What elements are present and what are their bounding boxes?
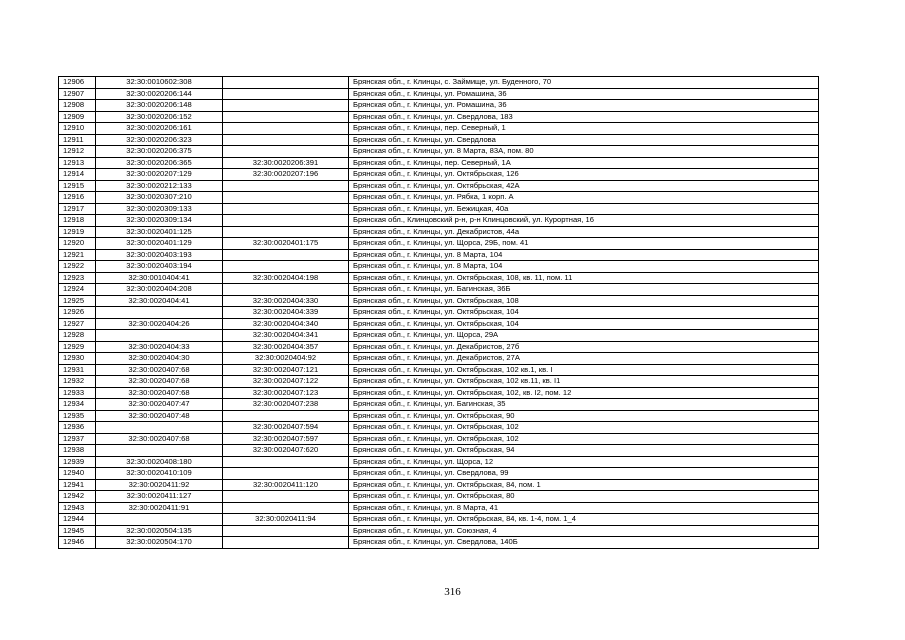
- address-cell: Брянская обл., г. Клинцы, ул. Октябрьская, 126: [349, 169, 819, 181]
- row-number-cell: 12941: [59, 479, 96, 491]
- table-row: [59, 445, 819, 457]
- address-cell: Брянская обл., г. Клинцы, ул. Ромашина, 36: [349, 100, 819, 112]
- row-number-cell: 12932: [59, 376, 96, 388]
- related-cadastral-number-cell: [223, 249, 349, 261]
- related-cadastral-number-cell: [223, 123, 349, 135]
- address-cell: Брянская обл., Клинцовский р-н, р-н Клинцовский, ул. Курортная, 16: [349, 215, 819, 227]
- related-cadastral-number-cell: [223, 410, 349, 422]
- related-cadastral-number-cell: 32:30:0020404:339: [223, 307, 349, 319]
- related-cadastral-number-cell: 32:30:0020404:92: [223, 353, 349, 365]
- address-cell: Брянская обл., г. Клинцы, ул. Декабристов, 44а: [349, 226, 819, 238]
- address-cell: Брянская обл., г. Клинцы, ул. Свердлова: [349, 134, 819, 146]
- cadastral-number-cell: [96, 514, 223, 526]
- address-cell: Брянская обл., г. Клинцы, ул. Октябрьская, 108, кв. 11, пом. 11: [349, 272, 819, 284]
- row-number-cell: 12924: [59, 284, 96, 296]
- table-row: [59, 514, 819, 526]
- related-cadastral-number-cell: 32:30:0020407:597: [223, 433, 349, 445]
- table-row: [59, 261, 819, 273]
- cadastral-number-cell: 32:30:0020401:129: [96, 238, 223, 250]
- table-row: [59, 502, 819, 514]
- row-number-cell: 12926: [59, 307, 96, 319]
- address-cell: Брянская обл., г. Клинцы, ул. Октябрьская, 108: [349, 295, 819, 307]
- row-number-cell: 12928: [59, 330, 96, 342]
- table-row: [59, 169, 819, 181]
- address-cell: Брянская обл., г. Клинцы, ул. Октябрьская, 102 кв.11, кв. I1: [349, 376, 819, 388]
- row-number-cell: 12917: [59, 203, 96, 215]
- table-row: [59, 111, 819, 123]
- related-cadastral-number-cell: 32:30:0020407:238: [223, 399, 349, 411]
- table-row: [59, 399, 819, 411]
- related-cadastral-number-cell: 32:30:0020207:196: [223, 169, 349, 181]
- address-cell: Брянская обл., г. Клинцы, ул. Свердлова, 99: [349, 468, 819, 480]
- table-row: [59, 387, 819, 399]
- table-row: [59, 468, 819, 480]
- table-row: [59, 203, 819, 215]
- table-row: [59, 180, 819, 192]
- address-cell: Брянская обл., г. Клинцы, ул. Щорса, 12: [349, 456, 819, 468]
- related-cadastral-number-cell: [223, 134, 349, 146]
- related-cadastral-number-cell: [223, 284, 349, 296]
- row-number-cell: 12921: [59, 249, 96, 261]
- table-row: [59, 284, 819, 296]
- related-cadastral-number-cell: 32:30:0020404:357: [223, 341, 349, 353]
- address-cell: Брянская обл., г. Клинцы, ул. Свердлова, 140Б: [349, 537, 819, 549]
- cadastral-number-cell: 32:30:0020309:133: [96, 203, 223, 215]
- cadastral-number-cell: 32:30:0020207:129: [96, 169, 223, 181]
- address-cell: Брянская обл., г. Клинцы, ул. Союзная, 4: [349, 525, 819, 537]
- row-number-cell: 12907: [59, 88, 96, 100]
- cadastral-number-cell: [96, 422, 223, 434]
- cadastral-number-cell: 32:30:0020411:91: [96, 502, 223, 514]
- row-number-cell: 12911: [59, 134, 96, 146]
- related-cadastral-number-cell: 32:30:0020404:198: [223, 272, 349, 284]
- related-cadastral-number-cell: 32:30:0020411:94: [223, 514, 349, 526]
- row-number-cell: 12927: [59, 318, 96, 330]
- cadastral-number-cell: [96, 307, 223, 319]
- cadastral-number-cell: 32:30:0020407:68: [96, 364, 223, 376]
- related-cadastral-number-cell: 32:30:0020404:340: [223, 318, 349, 330]
- row-number-cell: 12918: [59, 215, 96, 227]
- row-number-cell: 12919: [59, 226, 96, 238]
- table-row: [59, 318, 819, 330]
- table-row: [59, 226, 819, 238]
- cadastral-number-cell: 32:30:0020407:68: [96, 433, 223, 445]
- related-cadastral-number-cell: 32:30:0020407:594: [223, 422, 349, 434]
- table-row: [59, 525, 819, 537]
- address-cell: Брянская обл., г. Клинцы, ул. Октябрьская, 102: [349, 422, 819, 434]
- related-cadastral-number-cell: [223, 192, 349, 204]
- related-cadastral-number-cell: [223, 100, 349, 112]
- related-cadastral-number-cell: [223, 180, 349, 192]
- related-cadastral-number-cell: [223, 146, 349, 158]
- row-number-cell: 12946: [59, 537, 96, 549]
- related-cadastral-number-cell: 32:30:0020404:341: [223, 330, 349, 342]
- row-number-cell: 12931: [59, 364, 96, 376]
- cadastral-number-cell: 32:30:0020410:109: [96, 468, 223, 480]
- row-number-cell: 12938: [59, 445, 96, 457]
- cadastral-number-cell: 32:30:0020404:33: [96, 341, 223, 353]
- row-number-cell: 12906: [59, 77, 96, 89]
- related-cadastral-number-cell: 32:30:0020407:121: [223, 364, 349, 376]
- address-cell: Брянская обл., г. Клинцы, ул. Декабристов, 27б: [349, 341, 819, 353]
- table-row: [59, 88, 819, 100]
- address-cell: Брянская обл., г. Клинцы, ул. 8 Марта, 83А, пом. 80: [349, 146, 819, 158]
- table-row: [59, 157, 819, 169]
- row-number-cell: 12933: [59, 387, 96, 399]
- row-number-cell: 12916: [59, 192, 96, 204]
- cadastral-number-cell: 32:30:0020411:127: [96, 491, 223, 503]
- cadastral-number-cell: 32:30:0020307:210: [96, 192, 223, 204]
- table-row: [59, 376, 819, 388]
- address-cell: Брянская обл., г. Клинцы, с. Займище, ул. Буденного, 70: [349, 77, 819, 89]
- cadastral-number-cell: 32:30:0020206:152: [96, 111, 223, 123]
- address-cell: Брянская обл., г. Клинцы, ул. Октябрьская, 102 кв.1, кв. I: [349, 364, 819, 376]
- row-number-cell: 12939: [59, 456, 96, 468]
- cadastral-number-cell: 32:30:0020206:323: [96, 134, 223, 146]
- row-number-cell: 12922: [59, 261, 96, 273]
- table-row: [59, 353, 819, 365]
- related-cadastral-number-cell: 32:30:0020407:123: [223, 387, 349, 399]
- address-cell: Брянская обл., г. Клинцы, ул. 8 Марта, 104: [349, 249, 819, 261]
- table-row: [59, 537, 819, 549]
- table-row: [59, 123, 819, 135]
- address-cell: Брянская обл., г. Клинцы, ул. Октябрьская, 42А: [349, 180, 819, 192]
- row-number-cell: 12929: [59, 341, 96, 353]
- related-cadastral-number-cell: [223, 502, 349, 514]
- table-row: [59, 330, 819, 342]
- cadastral-number-cell: 32:30:0020206:148: [96, 100, 223, 112]
- address-cell: Брянская обл., г. Клинцы, ул. Свердлова, 183: [349, 111, 819, 123]
- row-number-cell: 12908: [59, 100, 96, 112]
- table-row: [59, 249, 819, 261]
- related-cadastral-number-cell: [223, 261, 349, 273]
- address-cell: Брянская обл., г. Клинцы, ул. Рябка, 1 корп. А: [349, 192, 819, 204]
- cadastral-number-cell: [96, 330, 223, 342]
- related-cadastral-number-cell: 32:30:0020411:120: [223, 479, 349, 491]
- related-cadastral-number-cell: 32:30:0020407:620: [223, 445, 349, 457]
- related-cadastral-number-cell: [223, 525, 349, 537]
- cadastral-number-cell: 32:30:0020407:48: [96, 410, 223, 422]
- related-cadastral-number-cell: [223, 215, 349, 227]
- address-cell: Брянская обл., г. Клинцы, ул. Октябрьская, 80: [349, 491, 819, 503]
- address-cell: Брянская обл., г. Клинцы, ул. Багинская, 35: [349, 399, 819, 411]
- cadastral-number-cell: 32:30:0020411:92: [96, 479, 223, 491]
- related-cadastral-number-cell: 32:30:0020206:391: [223, 157, 349, 169]
- address-cell: Брянская обл., г. Клинцы, ул. Ромашина, 36: [349, 88, 819, 100]
- related-cadastral-number-cell: [223, 491, 349, 503]
- cadastral-number-cell: 32:30:0020404:208: [96, 284, 223, 296]
- address-cell: Брянская обл., г. Клинцы, пер. Северный, 1А: [349, 157, 819, 169]
- address-cell: Брянская обл., г. Клинцы, ул. Октябрьская, 102, кв. I2, пом. 12: [349, 387, 819, 399]
- address-cell: Брянская обл., г. Клинцы, ул. Октябрьская, 104: [349, 318, 819, 330]
- table-row: [59, 295, 819, 307]
- table-row: [59, 272, 819, 284]
- related-cadastral-number-cell: 32:30:0020404:330: [223, 295, 349, 307]
- row-number-cell: 12937: [59, 433, 96, 445]
- address-cell: Брянская обл., г. Клинцы, пер. Северный, 1: [349, 123, 819, 135]
- related-cadastral-number-cell: [223, 203, 349, 215]
- address-cell: Брянская обл., г. Клинцы, ул. Щорса, 29Б, пом. 41: [349, 238, 819, 250]
- table-row: [59, 410, 819, 422]
- table-row: [59, 456, 819, 468]
- row-number-cell: 12915: [59, 180, 96, 192]
- row-number-cell: 12944: [59, 514, 96, 526]
- table-row: [59, 479, 819, 491]
- table-row: [59, 134, 819, 146]
- related-cadastral-number-cell: [223, 226, 349, 238]
- address-cell: Брянская обл., г. Клинцы, ул. Октябрьская, 102: [349, 433, 819, 445]
- page-number: 316: [444, 586, 461, 598]
- table-row: [59, 364, 819, 376]
- property-registry-table: [58, 76, 819, 549]
- row-number-cell: 12913: [59, 157, 96, 169]
- cadastral-number-cell: 32:30:0020504:135: [96, 525, 223, 537]
- row-number-cell: 12912: [59, 146, 96, 158]
- row-number-cell: 12925: [59, 295, 96, 307]
- cadastral-number-cell: 32:30:0020407:68: [96, 387, 223, 399]
- table-row: [59, 307, 819, 319]
- row-number-cell: 12920: [59, 238, 96, 250]
- related-cadastral-number-cell: 32:30:0020407:122: [223, 376, 349, 388]
- cadastral-number-cell: 32:30:0020407:47: [96, 399, 223, 411]
- address-cell: Брянская обл., г. Клинцы, ул. 8 Марта, 104: [349, 261, 819, 273]
- cadastral-number-cell: 32:30:0010602:308: [96, 77, 223, 89]
- row-number-cell: 12910: [59, 123, 96, 135]
- related-cadastral-number-cell: [223, 77, 349, 89]
- table-row: [59, 77, 819, 89]
- cadastral-number-cell: 32:30:0020401:125: [96, 226, 223, 238]
- cadastral-number-cell: [96, 445, 223, 457]
- related-cadastral-number-cell: [223, 88, 349, 100]
- table-row: [59, 215, 819, 227]
- address-cell: Брянская обл., г. Клинцы, ул. Октябрьская, 84, пом. 1: [349, 479, 819, 491]
- cadastral-number-cell: 32:30:0020206:144: [96, 88, 223, 100]
- row-number-cell: 12940: [59, 468, 96, 480]
- cadastral-number-cell: 32:30:0020206:365: [96, 157, 223, 169]
- cadastral-number-cell: 32:30:0020404:30: [96, 353, 223, 365]
- related-cadastral-number-cell: [223, 456, 349, 468]
- address-cell: Брянская обл., г. Клинцы, ул. Декабристов, 27А: [349, 353, 819, 365]
- cadastral-number-cell: 32:30:0020404:26: [96, 318, 223, 330]
- table-row: [59, 433, 819, 445]
- cadastral-number-cell: 32:30:0010404:41: [96, 272, 223, 284]
- address-cell: Брянская обл., г. Клинцы, ул. Октябрьская, 104: [349, 307, 819, 319]
- table-row: [59, 146, 819, 158]
- cadastral-number-cell: 32:30:0020407:68: [96, 376, 223, 388]
- cadastral-number-cell: 32:30:0020504:170: [96, 537, 223, 549]
- address-cell: Брянская обл., г. Клинцы, ул. Октябрьская, 84, кв. 1-4, пом. 1_4: [349, 514, 819, 526]
- row-number-cell: 12943: [59, 502, 96, 514]
- row-number-cell: 12923: [59, 272, 96, 284]
- row-number-cell: 12935: [59, 410, 96, 422]
- address-cell: Брянская обл., г. Клинцы, ул. 8 Марта, 41: [349, 502, 819, 514]
- table-row: [59, 341, 819, 353]
- cadastral-number-cell: 32:30:0020403:193: [96, 249, 223, 261]
- cadastral-number-cell: 32:30:0020206:161: [96, 123, 223, 135]
- table-row: [59, 100, 819, 112]
- related-cadastral-number-cell: 32:30:0020401:175: [223, 238, 349, 250]
- cadastral-number-cell: 32:30:0020403:194: [96, 261, 223, 273]
- address-cell: Брянская обл., г. Клинцы, ул. Щорса, 29А: [349, 330, 819, 342]
- address-cell: Брянская обл., г. Клинцы, ул. Октябрьская, 90: [349, 410, 819, 422]
- related-cadastral-number-cell: [223, 111, 349, 123]
- row-number-cell: 12934: [59, 399, 96, 411]
- address-cell: Брянская обл., г. Клинцы, ул. Багинская, 36Б: [349, 284, 819, 296]
- row-number-cell: 12909: [59, 111, 96, 123]
- related-cadastral-number-cell: [223, 468, 349, 480]
- row-number-cell: 12942: [59, 491, 96, 503]
- related-cadastral-number-cell: [223, 537, 349, 549]
- table-row: [59, 238, 819, 250]
- cadastral-number-cell: 32:30:0020404:41: [96, 295, 223, 307]
- cadastral-number-cell: 32:30:0020309:134: [96, 215, 223, 227]
- cadastral-number-cell: 32:30:0020206:375: [96, 146, 223, 158]
- address-cell: Брянская обл., г. Клинцы, ул. Бежицкая, 40а: [349, 203, 819, 215]
- table-row: [59, 422, 819, 434]
- row-number-cell: 12936: [59, 422, 96, 434]
- table-row: [59, 491, 819, 503]
- row-number-cell: 12914: [59, 169, 96, 181]
- cadastral-number-cell: 32:30:0020212:133: [96, 180, 223, 192]
- table-row: [59, 192, 819, 204]
- row-number-cell: 12945: [59, 525, 96, 537]
- address-cell: Брянская обл., г. Клинцы, ул. Октябрьская, 94: [349, 445, 819, 457]
- row-number-cell: 12930: [59, 353, 96, 365]
- cadastral-number-cell: 32:30:0020408:180: [96, 456, 223, 468]
- table-body: [59, 77, 819, 549]
